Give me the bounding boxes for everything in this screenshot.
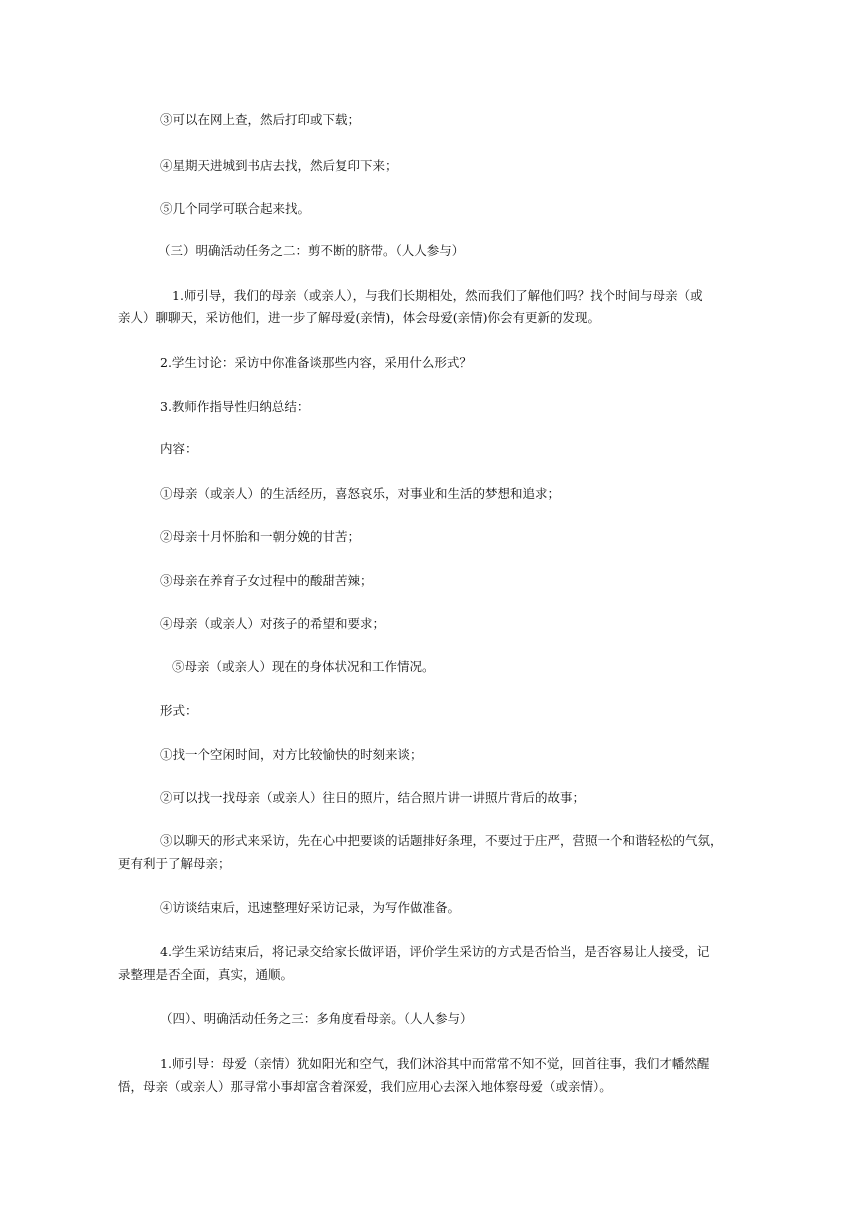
paragraph-line: ④访谈结束后，迅速整理好采访记录，为写作做准备。: [160, 900, 461, 915]
paragraph-line: ①母亲（或亲人）的生活经历，喜怒哀乐，对事业和生活的梦想和追求；: [160, 486, 561, 501]
paragraph-line: ②可以找一找母亲（或亲人）往日的照片，结合照片讲一讲照片背后的故事；: [160, 790, 586, 805]
paragraph-line: 3.教师作指导性归纳总结：: [160, 399, 310, 414]
paragraph-line: ⑤母亲（或亲人）现在的身体状况和工作情况。: [172, 659, 435, 674]
paragraph-line: 内容：: [160, 441, 198, 456]
paragraph-line: ③可以在网上查，然后打印或下载；: [160, 112, 361, 127]
paragraph-line: ③母亲在养育子女过程中的酸甜苦辣；: [160, 573, 373, 588]
paragraph-line: ②母亲十月怀胎和一朝分娩的甘苦；: [160, 529, 361, 544]
paragraph-line: 1.师引导，我们的母亲（或亲人），与我们长期相处，然而我们了解他们吗？找个时间与母亲（或: [172, 288, 703, 303]
section-heading: （四）、明确活动任务之三：多角度看母亲。（人人参与）: [160, 1011, 473, 1026]
section-heading: （三）明确活动任务之二：剪不断的脐带。（人人参与）: [158, 243, 465, 258]
paragraph-line: 形式：: [160, 703, 198, 718]
paragraph-line: 录整理是否全面，真实，通顺。: [118, 967, 294, 982]
paragraph-line: ④星期天进城到书店去找，然后复印下来；: [160, 158, 398, 173]
paragraph-line: 悟，母亲（或亲人）那寻常小事却富含着深爱，我们应用心去深入地体察母爱（或亲情）。: [118, 1079, 612, 1094]
paragraph-line: ④母亲（或亲人）对孩子的希望和要求；: [160, 616, 386, 631]
paragraph-line: 1.师引导：母爱（亲情）犹如阳光和空气，我们沐浴其中而常常不知不觉，回首往事，我们才幡然醒: [160, 1056, 710, 1071]
paragraph-line: 亲人）聊聊天，采访他们，进一步了解母爱(亲情)，体会母爱(亲情)你会有更新的发现。: [118, 310, 601, 325]
paragraph-line: 4.学生采访结束后，将记录交给家长做评语，评价学生采访的方式是否恰当，是否容易让人接受，记: [160, 944, 710, 959]
paragraph-line: 2.学生讨论：采访中你准备谈那些内容，采用什么形式？: [160, 355, 472, 370]
paragraph-line: 更有利于了解母亲；: [118, 856, 231, 871]
paragraph-line: ③以聊天的形式来采访，先在心中把要谈的话题排好条理，不要过于庄严，营照一个和谐轻松的气氛，: [160, 833, 723, 848]
paragraph-line: ⑤几个同学可联合起来找。: [160, 201, 311, 216]
paragraph-line: ①找一个空闲时间，对方比较愉快的时刻来谈；: [160, 747, 423, 762]
